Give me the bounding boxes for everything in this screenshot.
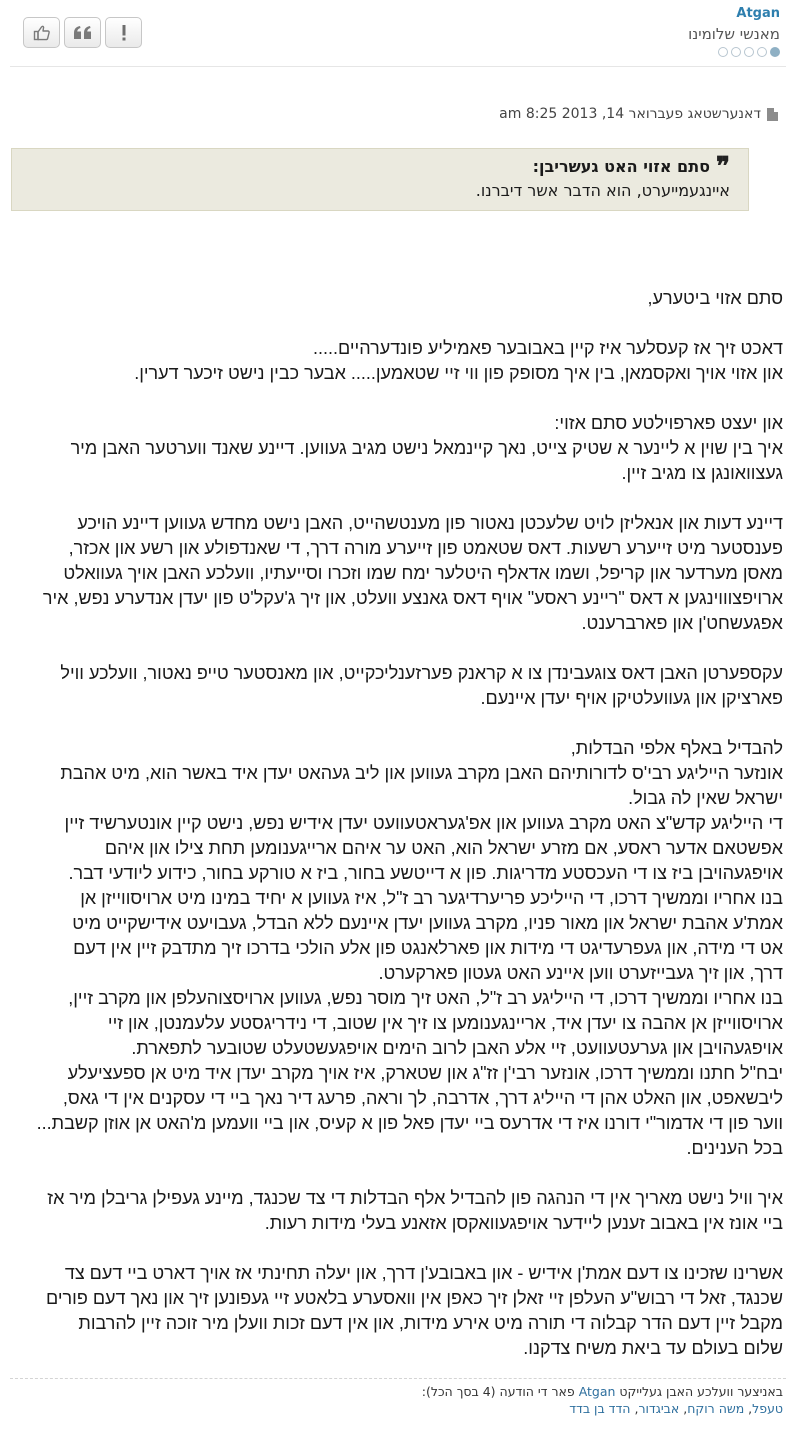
paragraph [8,336,783,386]
liker-link[interactable]: הדד בן בדד [569,1401,631,1416]
text-line: אמת'ע אהבת ישראל און מאור פניו, מקרב געווען יעדן איינעם ללא הבדל, געבויעט אידישקייט מיט [72,913,783,933]
quote-text: איינגעמייערט, הוא הדבר אשר דיברנו. [475,181,730,200]
rank-dot-filled [770,47,780,57]
author-rank: מאנשי שלומינו [688,25,780,43]
text-line: סתם אזוי ביטערע, [647,288,783,308]
post-icon[interactable] [767,108,778,121]
text-line: אויפגעהויבן און גערעטעוועט, זיי אלע האבן לרוב הימים אויפגעשטעלט שטובער לתפארת. [131,1038,783,1058]
author-block [688,6,780,57]
likes-summary [422,1383,783,1400]
text-line: געצוואונגן צו מגיב זיין. [621,463,783,483]
rank-dot [731,47,741,57]
paragraph [8,411,783,486]
text-line: דאכט זיך אז קעסלער איז קיין באבובער פאמיליע פונדערהיים..... [313,338,783,358]
text-line: אונזער הייליגע רבי'ס לדורותיהם האבן מקרב געווען און ליב געהאט יעדן איד באשר הוא, מיט אהבת [60,763,783,783]
post-actions [23,17,142,48]
likes-suffix: פאר די הודעה (4 בסך הכל): [421,1384,575,1399]
paragraph [8,511,783,636]
text-line: איך בין שוין א ליינער א שטיק צייט, נאך קיינמאל נישט מגיב געווען. דיינע שאנד ווערטער האבן מיר [70,438,783,458]
text-line: בנו אחריו וממשיך דרכו, די הייליכע פריערדיגער רב ז"ל, איז געווען א יחיד במינו מיט ארויסווייזן אן [80,888,783,908]
quote-author: סתם אזוי האט געשריבן: [532,157,710,176]
liker-link[interactable]: אביגדור [638,1401,680,1416]
text-line: דיינע דעות און אנאליזן לויט שלעכטן נאטור פון מענטשהייט, האבן נישט מחדש געווען דיינע הויכע [77,513,783,533]
text-line: ווער פון די אדמור"י דורנו איז די אדרעס ביי יעדן פאל פון א קעיס, און ביי וועמען מ'האט אן אוזן קשבת... [36,1113,783,1133]
text-line: מאסן מערדער און קריפל, ושמו אדאלף היטלער ימח שמו וזכרו וסייעתיו, וועלכע האבן אויך געוואלט [63,563,783,583]
text-line: פארציקן און געוועלטיקן אויף יעדן איינעם. [480,688,783,708]
likes-prefix: באניצער וועלכע האבן געלייקט [619,1384,783,1399]
text-line: עקספערטן האבן דאס צוגעבינדן צו א קראנק פערזענליכקייט, און מאנסטער טייפ נאטור, וועלכע וויל [60,663,783,683]
thumbs-up-icon [33,24,51,42]
rank-dot [718,47,728,57]
text-line: ארויפצוווינגען א דאס "ריינע ראסע" אויף דאס גאנצע וועלט, און זיך ג'עקל'ט פון יעדן אנדערע נפש, איר [42,588,783,608]
divider [10,1378,786,1379]
text-line: אפשטאם אדער ראסע, אם מזרע ישראל הוא, האט ער איהם ארייגענומען תחת צילו און איהם [104,838,783,858]
text-line: מקבל זיין דעם הדר קבלוה די תורה מיט אירע מידות, און אין דעם זכות וועלן מיר זוכה זיין להרבות [78,1313,783,1333]
paragraph [8,661,783,711]
text-line: להבדיל באלף אלפי הבדלות, [570,738,783,758]
paragraph [8,736,783,1161]
text-line: ליבשאפט, און האלט אהן די הייליג דרך, אדרבה, לך וראה, פרעג דיר נאך ביי די עסקנים אין די גאס, [62,1088,783,1108]
post-content [8,286,783,1386]
text-line: שכנגד, זאל די רבוש"ע העלפן זיי זאלן זיך כאפן אין וואסערע בלאטע זיי געפונען זיך און נאך דעם פורים [46,1288,783,1308]
text-line: ישראל שאין לה גבול. [628,788,783,808]
text-line: און יעצט פארפוילטע סתם אזוי: [554,413,783,433]
liker-link[interactable]: טעפל [752,1401,783,1416]
text-line: אשרינו שזכינו צו דעם אמת'ן אידיש - און באבובע'ן דרך, און יעלה תחינתי אז אויך דארט ביי דעם צד [64,1263,783,1283]
text-line: איך וויל נישט מאריך אין די הנהגה פון להבדיל אלף הבדלות די צד שכנגד, מיינע געפילן גריבלן מיר אז [47,1188,783,1208]
paragraph [8,1186,783,1236]
text-line: ביי אונז אין באבוב זענען ליידער אויפגעוואקסן אזאנע בעלי מידות רעות. [264,1213,783,1233]
text-line: בנו אחריו וממשיך דרכו, די הייליגע רב ז"ל, האט זיך מוסר נפש, געווען ארויסצוהעלפן און מקרב זיין, [68,988,783,1008]
text-line: די הייליגע קדש"צ האט מקרב געווען און אפ'געראטעוועט יעדן אידיש נפש, נישט קיין אונטערשיד זיין [64,813,783,833]
quote-icon: ❞ [716,152,730,182]
text-line: יבח"ל חתנו וממשיך דרכו, אונזער רבי'ן זז"ג און שטארק, איז אויך מקרב יעדן איד מיט אן ספעציעלע [67,1063,783,1083]
liker-link[interactable]: משה רוקח [687,1401,745,1416]
likes-user-link[interactable]: Atgan [578,1384,616,1399]
text-line: בכל הענינים. [686,1138,783,1158]
quote-header [30,152,730,182]
rank-dots [688,47,780,57]
quote-button[interactable] [64,17,101,48]
exclamation-icon [120,24,128,42]
text-line: פענסטער מיט זייערע רשעות. דאס שטאמט פון זייערע מורה דרך, די שאנדפולע און רשע און אכזר, [68,538,783,558]
text-line: אט די מידה, און געפרעדיגט די מידות און פארלאנגט פון אלע הולכי בדרכו זיך מתדבק זיין אין דעם [73,938,783,958]
author-name[interactable]: Atgan [736,6,780,21]
text-line: אויפגעהויבן ביז צו די העכסטע מדריגות. פון א דייטשע בחור, ביז א טורקע בחור, כידוע ליודעי דבר. [68,863,783,883]
report-button[interactable] [105,17,142,48]
likes-block [422,1383,783,1417]
text-line: און אזוי אויך ואקסמאן, בין איך מסופק פון ווי זיי שטאמען..... אבער כבין נישט זיכער דערין. [134,363,783,383]
divider [10,66,786,67]
paragraph [8,1261,783,1361]
paragraph [8,286,783,311]
rank-dot [757,47,767,57]
text-line: ארויסווייזן אן אהבה צו יעדן איד, אריינגענומען צו זיך אין שטוב, די נידריגסטע עלעמנטן, און זיי [107,1013,783,1033]
post-dateline [499,106,778,122]
quote-icon [73,25,93,41]
quote-box [11,148,749,211]
post-date: דאנערשטאג פעברואר 14, 2013 8:25 am [499,106,761,122]
text-line: אפגעשחט'ן און פארברענט. [581,613,783,633]
text-line: שלום בעולם עד ביאת משיח צדקנו. [523,1338,783,1358]
like-button[interactable] [23,17,60,48]
rank-dot [744,47,754,57]
text-line: דרך, און זיך געבייזערט ווען איינע האט געטון פארקערט. [378,963,783,983]
likes-names: טעפל, משה רוקח, אביגדור, הדד בן בדד [569,1401,783,1416]
